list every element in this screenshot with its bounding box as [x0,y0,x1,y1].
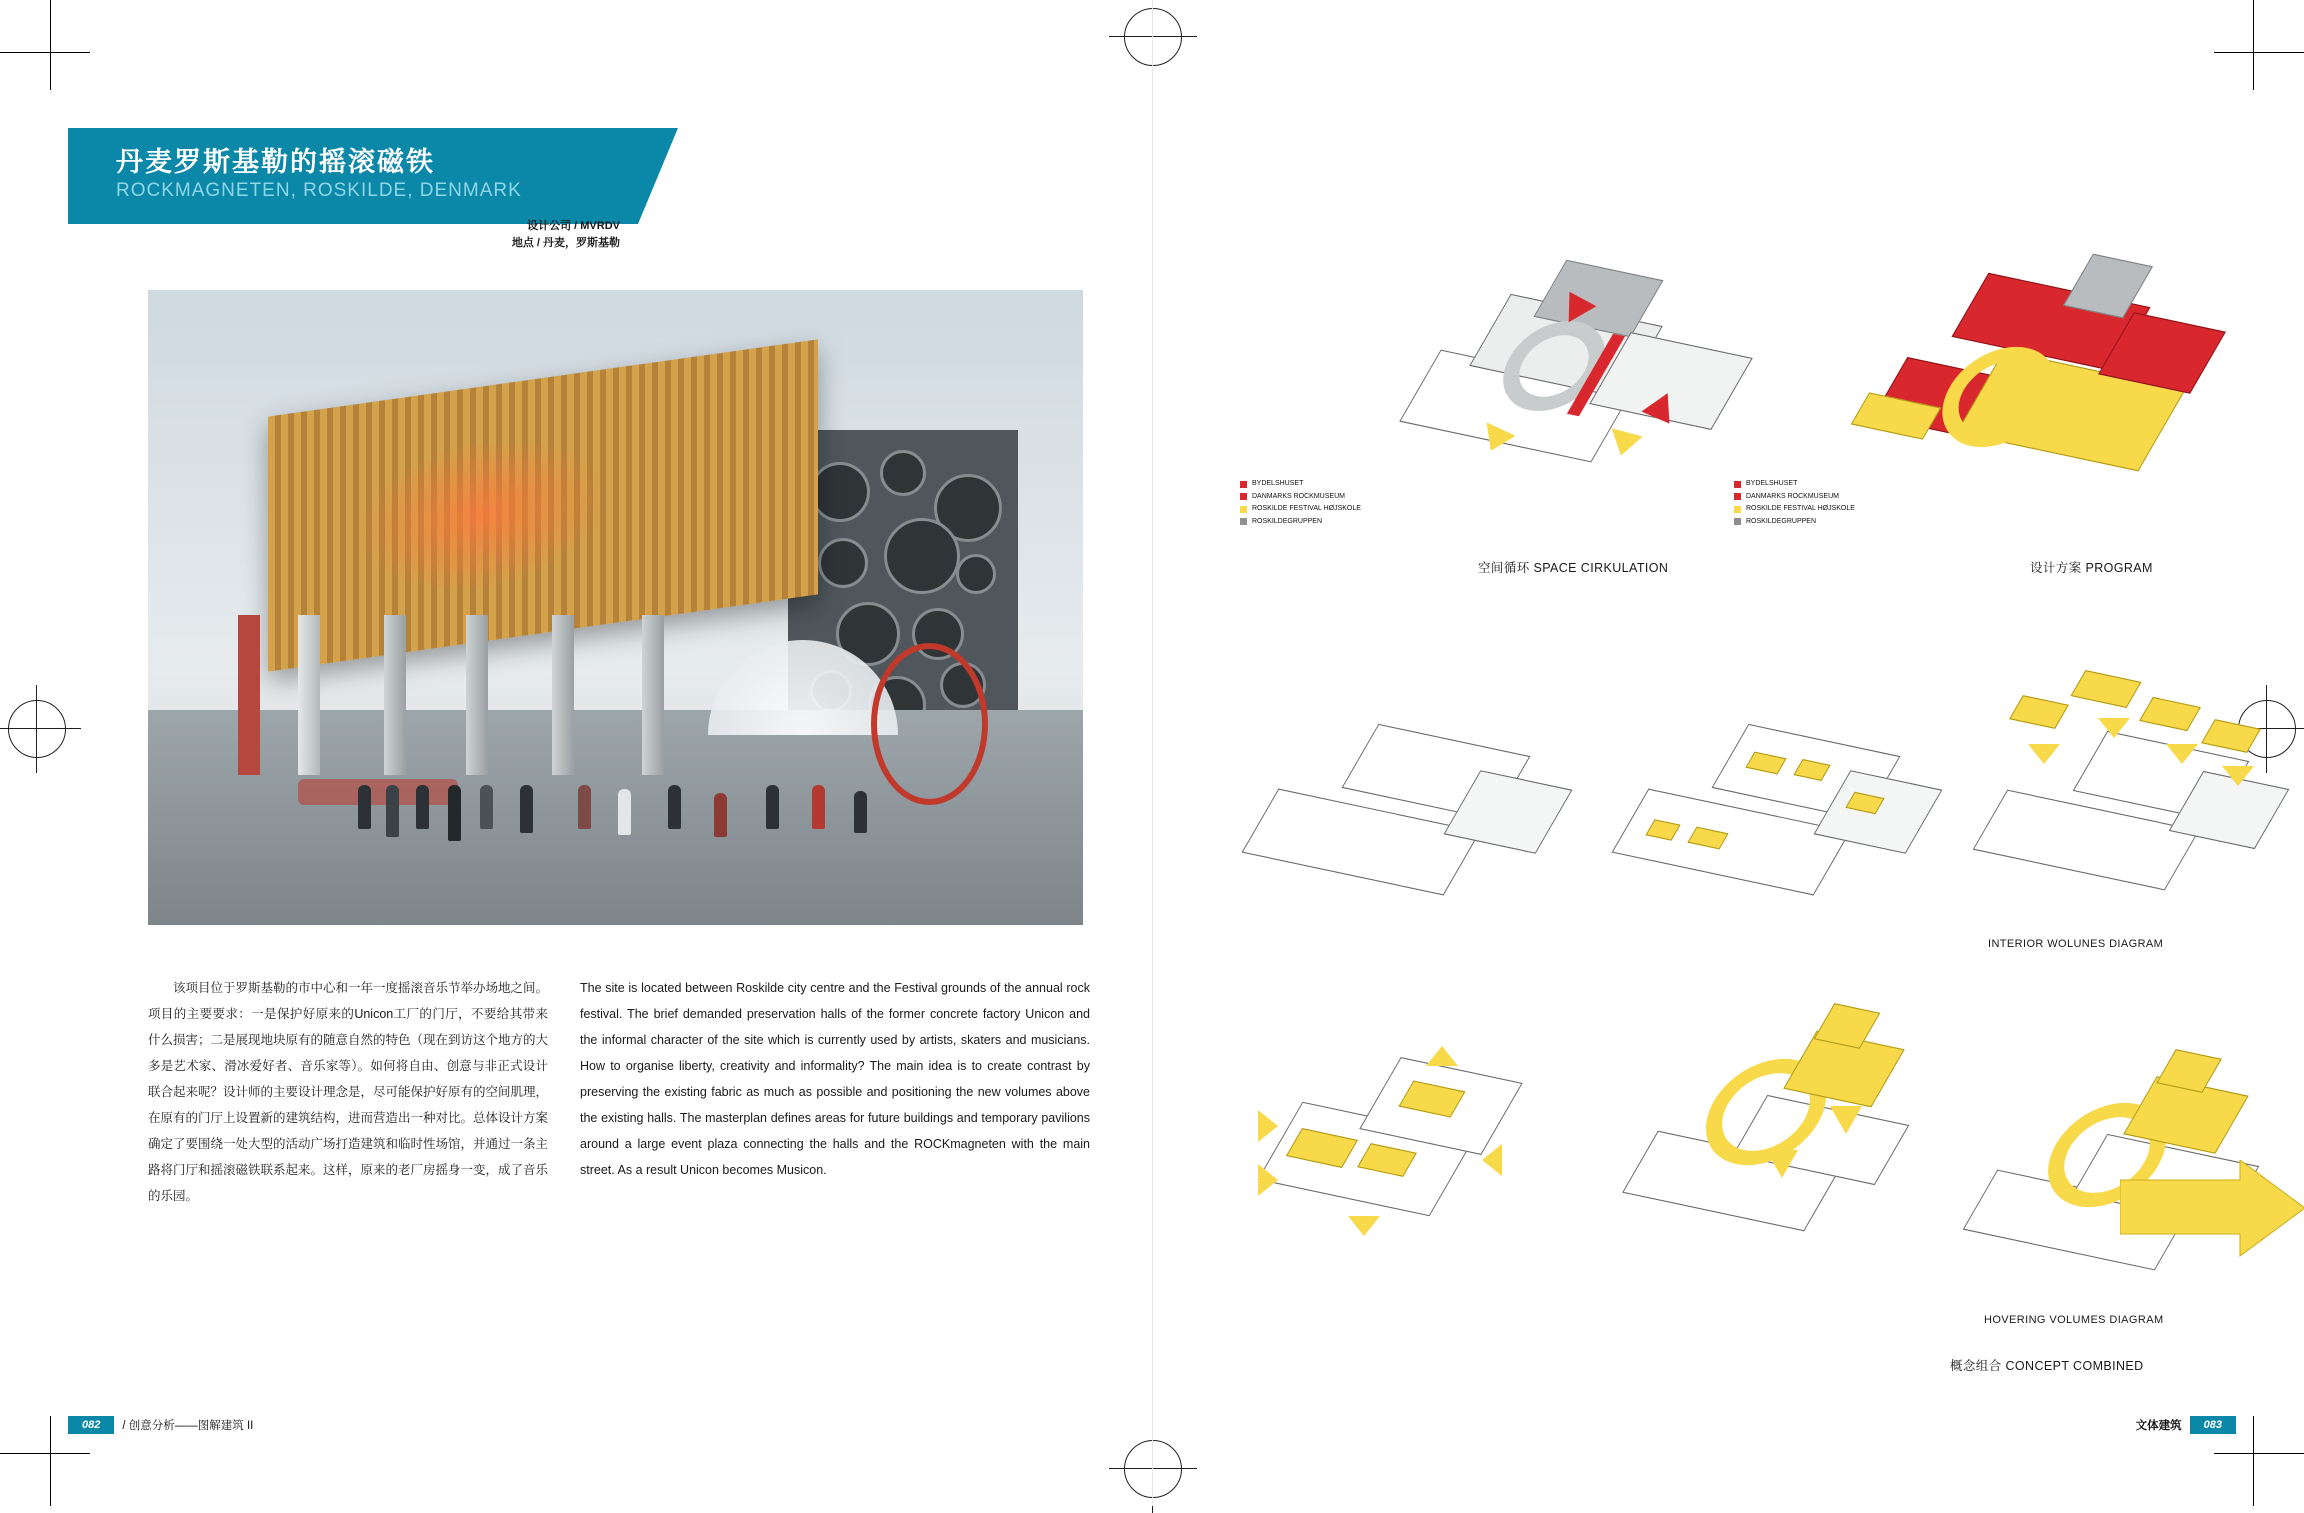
legend-label: ROSKILDEGRUPPEN [1746,517,1817,525]
page-title-en: ROCKMAGNETEN, ROSKILDE, DENMARK [116,180,522,201]
crop-mark-bl-v [50,1416,51,1506]
diagram-hovering-step2 [1610,1000,1950,1260]
legend-label: ROSKILDE FESTIVAL HØJSKOLE [1746,505,1855,512]
caption-hovering-volumes: HOVERING VOLUMES DIAGRAM [1984,1314,2164,1326]
footer-right [2136,1416,2236,1434]
crop-mark-tr-h [2214,52,2304,53]
crop-mark-tl-h [0,52,90,53]
legend-swatch [1240,506,1247,513]
crop-mark-bl-h [0,1453,90,1454]
caption-concept-combined: 概念组合 CONCEPT COMBINED [1950,1359,2144,1373]
legend-swatch [1734,518,1741,525]
article-title-banner [68,128,638,224]
footer-left [68,1416,253,1434]
legend-label: BYDELSHUSET [1252,480,1304,487]
legend-item [1734,503,1855,516]
legend-label: BYDELSHUSET [1746,480,1798,487]
diagram-space-circulation [1360,250,1810,510]
legend-swatch [1734,493,1741,500]
legend-item [1734,516,1855,529]
footer-right-text: 文体建筑 [2135,1420,2182,1432]
crop-mark-br-v [2253,1416,2254,1506]
legend-program [1734,478,1855,528]
legend-item [1734,491,1855,504]
registration-mark-top [1124,8,1182,66]
diagram-hovering-step1 [1230,1030,1570,1270]
body-text-english: The site is located between Roskilde city centre and the Festival grounds of the annual rock festival. The brief demanded preservation halls of the former concrete factory Unicon and the informal character of the site which is currently used by artists, skaters and musicians. How to organise liberty, creativity and informality? The main idea is to create contrast by preserving the existing fabric as much as possible and positioning the new volumes above the existing halls. The masterplan defines areas for future buildings and temporary pavilions around a large event plaza connecting the halls and the ROCKmagneten with the main street. As a result Unicon becomes Musicon. [580,981,1090,1177]
credit-firm: 设计公司 / MVRDV [527,220,620,232]
photo-plaza-marking [298,779,458,805]
diagram-interior-step3 [1970,660,2304,910]
photo-red-hoop [871,643,988,805]
caption-interior-volumes: INTERIOR WOLUNES DIAGRAM [1988,938,2164,950]
caption-space-circulation: 空间循环 SPACE CIRKULATION [1478,561,1669,575]
registration-mark-bottom [1124,1440,1182,1498]
legend-label: DANMARKS ROCKMUSEUM [1746,492,1839,500]
legend-label: ROSKILDE FESTIVAL HØJSKOLE [1252,505,1361,512]
legend-item [1734,478,1855,491]
legend-space-circulation [1240,478,1361,528]
legend-swatch [1734,481,1741,488]
project-photo [148,290,1083,925]
registration-mark-left [8,700,66,758]
diagram-interior-step1 [1240,700,1580,900]
article-credits [420,218,620,252]
page-number-left: 082 [68,1416,114,1434]
legend-swatch [1240,493,1247,500]
page-spine [1152,0,1153,1506]
legend-label: ROSKILDEGRUPPEN [1252,517,1323,525]
legend-item [1240,516,1361,529]
legend-label: DANMARKS ROCKMUSEUM [1252,492,1345,500]
caption-program: 设计方案 PROGRAM [2030,561,2153,575]
crop-mark-br-h [2214,1453,2304,1454]
diagram-interior-step2 [1610,700,1950,900]
legend-item [1240,491,1361,504]
diagram-hovering-step3 [1960,1030,2304,1290]
legend-swatch [1240,518,1247,525]
legend-swatch [1734,506,1741,513]
crop-mark-tr-v [2253,0,2254,90]
body-text-chinese: 该项目位于罗斯基勒的市中心和一年一度摇滚音乐节举办场地之间。项目的主要要求：一是保护好原来的Unicon工厂的门厅，不要给其带来什么损害；二是展现地块原有的随意自然的特色（现在到访这个地方的大多是艺术家、滑冰爱好者、音乐家等）。如何将自由、创意与非正式设计联合起来呢？设计师的主要设计理念是，尽可能保护好原有的空间肌理，在原有的门厅上设置新的建筑结构，进而营造出一种对比。总体设计方案确定了要围绕一处大型的活动广场打造建筑和临时性场馆，并通过一条主路将门厅和摇滚磁铁联系起来。这样，原来的老厂房摇身一变，成了音乐的乐园。 [148,981,549,1203]
big-yellow-arrow-icon [2120,1160,2304,1300]
legend-item [1240,478,1361,491]
legend-swatch [1240,481,1247,488]
diagram-program [1830,250,2250,510]
crop-mark-tl-v [50,0,51,90]
credit-location: 地点 / 丹麦，罗斯基勒 [511,237,620,249]
page-title-cn: 丹麦罗斯基勒的摇滚磁铁 [116,147,435,177]
page-number-right: 083 [2190,1416,2236,1434]
footer-left-text: / 创意分析——图解建筑 II [122,1420,254,1432]
legend-item [1240,503,1361,516]
